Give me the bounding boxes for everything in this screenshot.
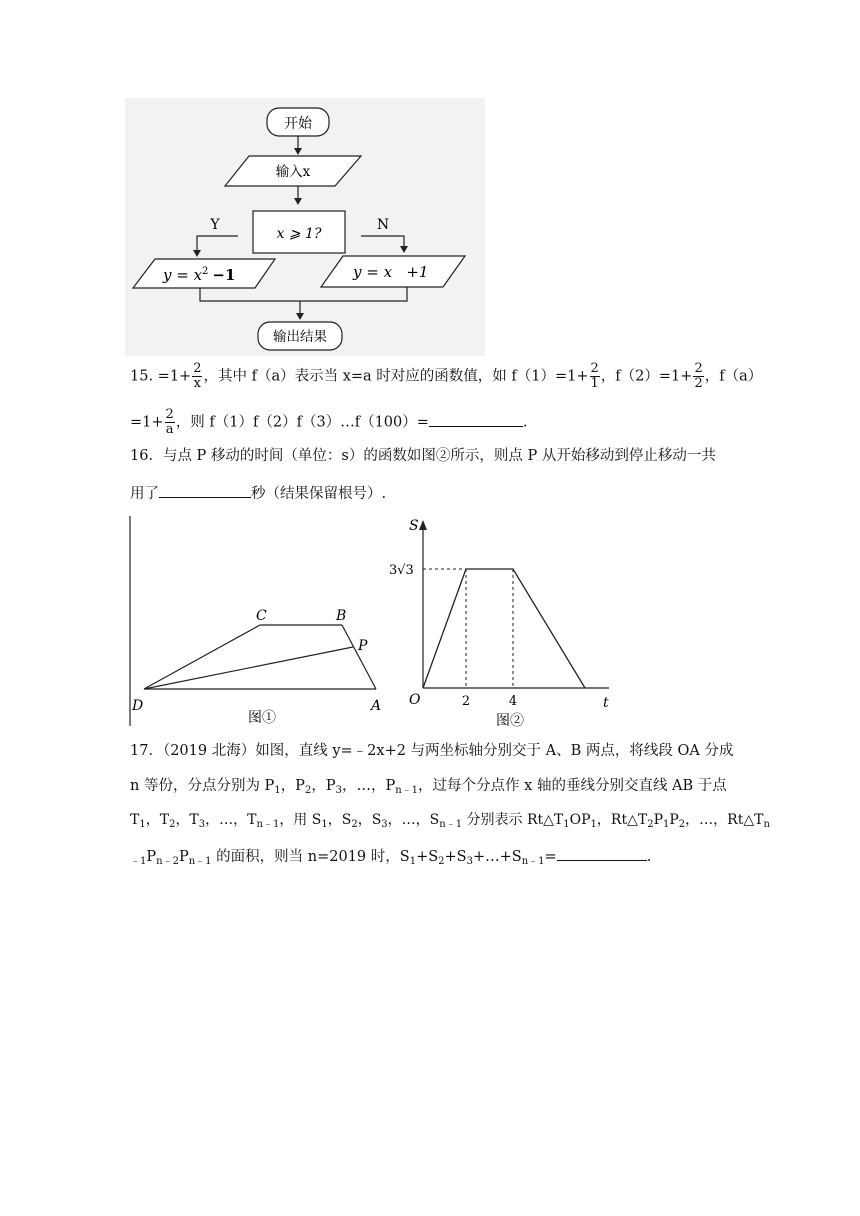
q15-frac-2-over-2: $\frac{2}{2}$	[694, 361, 703, 391]
flow-condition-text: x ⩾ 1?	[276, 226, 322, 242]
q15-line2: =1+ $\frac{2}{a}$ ，则 f（1）f（2）f（3）…f（100）= .	[130, 407, 528, 437]
flow-start-text: 开始	[284, 116, 312, 132]
segment-dc	[144, 625, 260, 689]
y-axis-label: S	[409, 518, 419, 534]
origin-label: O	[409, 692, 421, 708]
q17-line1: 17．（2019 北海）如图，直线 y=﹣2x+2 与两坐标轴分别交于 A、B 两点，将线段 OA 分成	[130, 743, 734, 759]
q17-line3: $T_1$，$T_2$，$T_3$，…，$T_{n﹣1}$，用 $S_1$，$S_2$，$S_3$，…，$S_{n﹣1}$ 分别表示 $Rt\triangle T_1OP_1$，$Rt\triangle T_2P_1P_2$，…，$Rt\triangle T_n$	[130, 812, 770, 830]
flow-output-text: 输出结果	[273, 329, 327, 345]
tick-4-label: 4	[508, 694, 518, 709]
graph-line	[423, 569, 585, 688]
flow-right-formula: y = x +1	[353, 263, 429, 281]
flowchart	[125, 98, 485, 356]
q16-answer-blank[interactable]	[159, 482, 251, 498]
flow-no-label: N	[376, 217, 390, 233]
label-d: D	[132, 698, 144, 714]
tick-2-label: 2	[461, 694, 471, 709]
flow-left-formula: $y = x^2 -1$	[163, 266, 236, 284]
q17-answer-blank[interactable]	[557, 845, 647, 861]
flow-yes-label: Y	[210, 217, 220, 233]
segment-ba	[342, 625, 376, 689]
q15-answer-blank[interactable]	[429, 411, 523, 427]
flow-input-text: 输入x	[275, 164, 311, 180]
figure-1-trapezoid	[122, 512, 392, 730]
q15-frac-2-over-a: $\frac{2}{a}$	[165, 407, 174, 437]
segment-dp	[144, 647, 353, 689]
q15-frac-2-over-x: $\frac{2}{x}$	[193, 361, 202, 391]
label-p: P	[358, 638, 368, 654]
label-c: C	[256, 608, 267, 624]
q16-line2: 用了 秒（结果保留根号）.	[130, 482, 386, 504]
q17-line4: $_{﹣1}P_{n﹣2}P_{n﹣1}$ 的面积，则当 n=2019 时，$S_1+S_2+S_3+\dots+S_{n﹣1}=$ .	[130, 845, 651, 867]
q15-number: 15.	[130, 368, 154, 385]
figure-1-caption: 图①	[248, 710, 276, 726]
q15-frac-2-over-1: $\frac{2}{1}$	[590, 361, 599, 391]
y-value-label: 3√3	[389, 563, 414, 578]
figure-2-graph	[389, 512, 625, 730]
q16-line1: 16．与点 P 移动的时间（单位：s）的函数如图②所示，则点 P 从开始移动到停止移动一共	[130, 448, 716, 464]
q15-line1: 15. =1+ $\frac{2}{x}$ ，其中 f（a）表示当 x=a 时对应的函数值，如 f（1）=1+ $\frac{2}{1}$ ，f（2）=1+ $\frac{2}{2}$ ，f（a）	[130, 361, 763, 391]
label-a: A	[371, 698, 382, 714]
x-axis-label: t	[603, 695, 609, 711]
q17-line2: n 等份，分点分别为 $P_1$，$P_2$，$P_3$，…，$P_{n﹣1}$，过每个分点作 x 轴的垂线分别交直线 AB 于点	[130, 778, 727, 796]
figure-2-caption: 图②	[496, 713, 524, 729]
label-b: B	[336, 608, 347, 624]
